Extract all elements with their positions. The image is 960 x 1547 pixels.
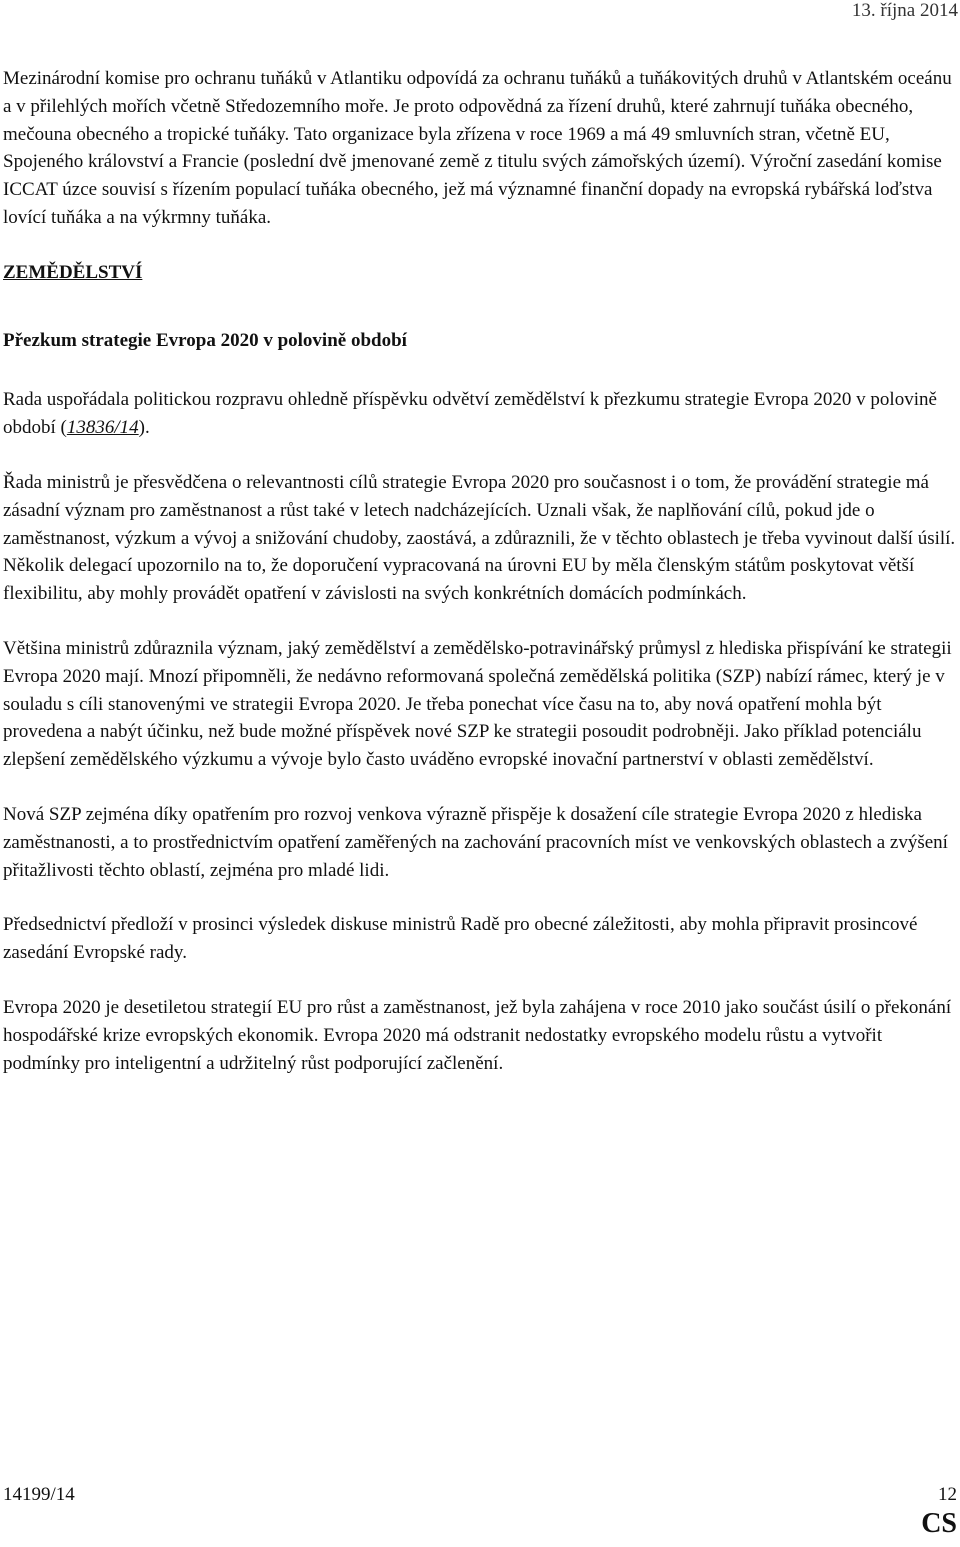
document-reference-link[interactable]: 13836/14 <box>66 417 139 439</box>
document-date: 13. října 2014 <box>851 0 958 21</box>
document-number: 14199/14 <box>3 1484 75 1505</box>
ministers-paragraph: Řada ministrů je přesvědčena o relevantnosti cílů strategie Evropa 2020 pro současnost i o tom, že provádění strategie má zásadní význam pro zaměstnanost a růst také v letech nadcházejících. Uznali však, že naplňování cílů, pokud jde o zaměstnanost, výzkum a vývoj a snižování chudoby, zaostává, a zdůraznili, že v těchto oblastech je třeba vyvinout další úsilí. Několik delegací upozornilo na to, že doporučení vypracovaná na úrovni EU by měla členským státům poskytovat větší flexibilitu, aby mohly provádět opatření v závislosti na svých konkrétních domácích podmínkách. <box>3 471 956 605</box>
subsection-heading: Přezkum strategie Evropa 2020 v polovině období <box>3 329 407 351</box>
page-number: 12 <box>938 1484 957 1505</box>
debate-paragraph <box>3 386 956 442</box>
europe2020-paragraph: Evropa 2020 je desetiletou strategií EU pro růst a zaměstnanost, jež byla zahájena v roce 2010 jako součást úsilí o překonání hospodářské krize evropských ekonomik. Evropa 2020 má odstranit nedostatky evropského modelu růstu a vytvořit podmínky pro inteligentní a udržitelný růst podporující začlenění. <box>3 996 952 1074</box>
iccat-paragraph: Mezinárodní komise pro ochranu tuňáků v Atlantiku odpovídá za ochranu tuňáků a tuňákovitých druhů v Atlantském oceánu a v přilehlých mořích včetně Středozemního moře. Je proto odpovědná za řízení druhů, které zahrnují tuňáka obecného, mečouna obecného a tropické tuňáky. Tato organizace byla zřízena v roce 1969 a má 49 smluvních stran, včetně EU, Spojeného království a Francie (poslední dvě jmenované země z titulu svých zámořských území). Výroční zasedání komise ICCAT úzce souvisí s řízením populací tuňáka obecného, jež má významné finanční dopady na evropská rybářská loďstva lovící tuňáka a na výkrmny tuňáka. <box>3 68 952 228</box>
document-body <box>3 65 956 1104</box>
debate-text-end: ). <box>138 417 150 439</box>
language-code: CS <box>921 1508 957 1539</box>
debate-text: Rada uspořádala politickou rozpravu ohledně příspěvku odvětví zemědělství k přezkumu strategie Evropa 2020 v polovině období ( <box>3 389 937 439</box>
cap-paragraph: Nová SZP zejména díky opatřením pro rozvoj venkova výrazně přispěje k dosažení cíle strategie Evropa 2020 z hlediska zaměstnanosti, a to prostřednictvím opatření zaměřených na zachování pracovních míst ve venkovských oblastech a zvýšení přitažlivosti těchto oblastí, zejména pro mladé lidi. <box>3 803 948 881</box>
section-heading: ZEMĚDĚLSTVÍ <box>3 261 143 283</box>
agriculture-paragraph: Většina ministrů zdůraznila význam, jaký zemědělství a zemědělsko-potravinářský průmysl z hlediska přispívání ke strategii Evropa 2020 mají. Mnozí připomněli, že nedávno reformovaná společná zemědělská politika (SZP) nabízí rámec, který je v souladu s cíli stanovenými ve strategii Evropa 2020. Je třeba ponechat více času na to, aby nová opatření mohla být provedena a nabýt účinku, než bude možné příspěvek nové SZP ke strategii posoudit podrobněji. Jako příklad potenciálu zlepšení zemědělského výzkumu a vývoje bylo často uváděno evropské inovační partnerství v oblasti zemědělství. <box>3 637 952 771</box>
presidency-paragraph: Předsednictví předloží v prosinci výsledek diskuse ministrů Radě pro obecné záležitosti, aby mohla připravit prosincové zasedání Evropské rady. <box>3 914 918 964</box>
